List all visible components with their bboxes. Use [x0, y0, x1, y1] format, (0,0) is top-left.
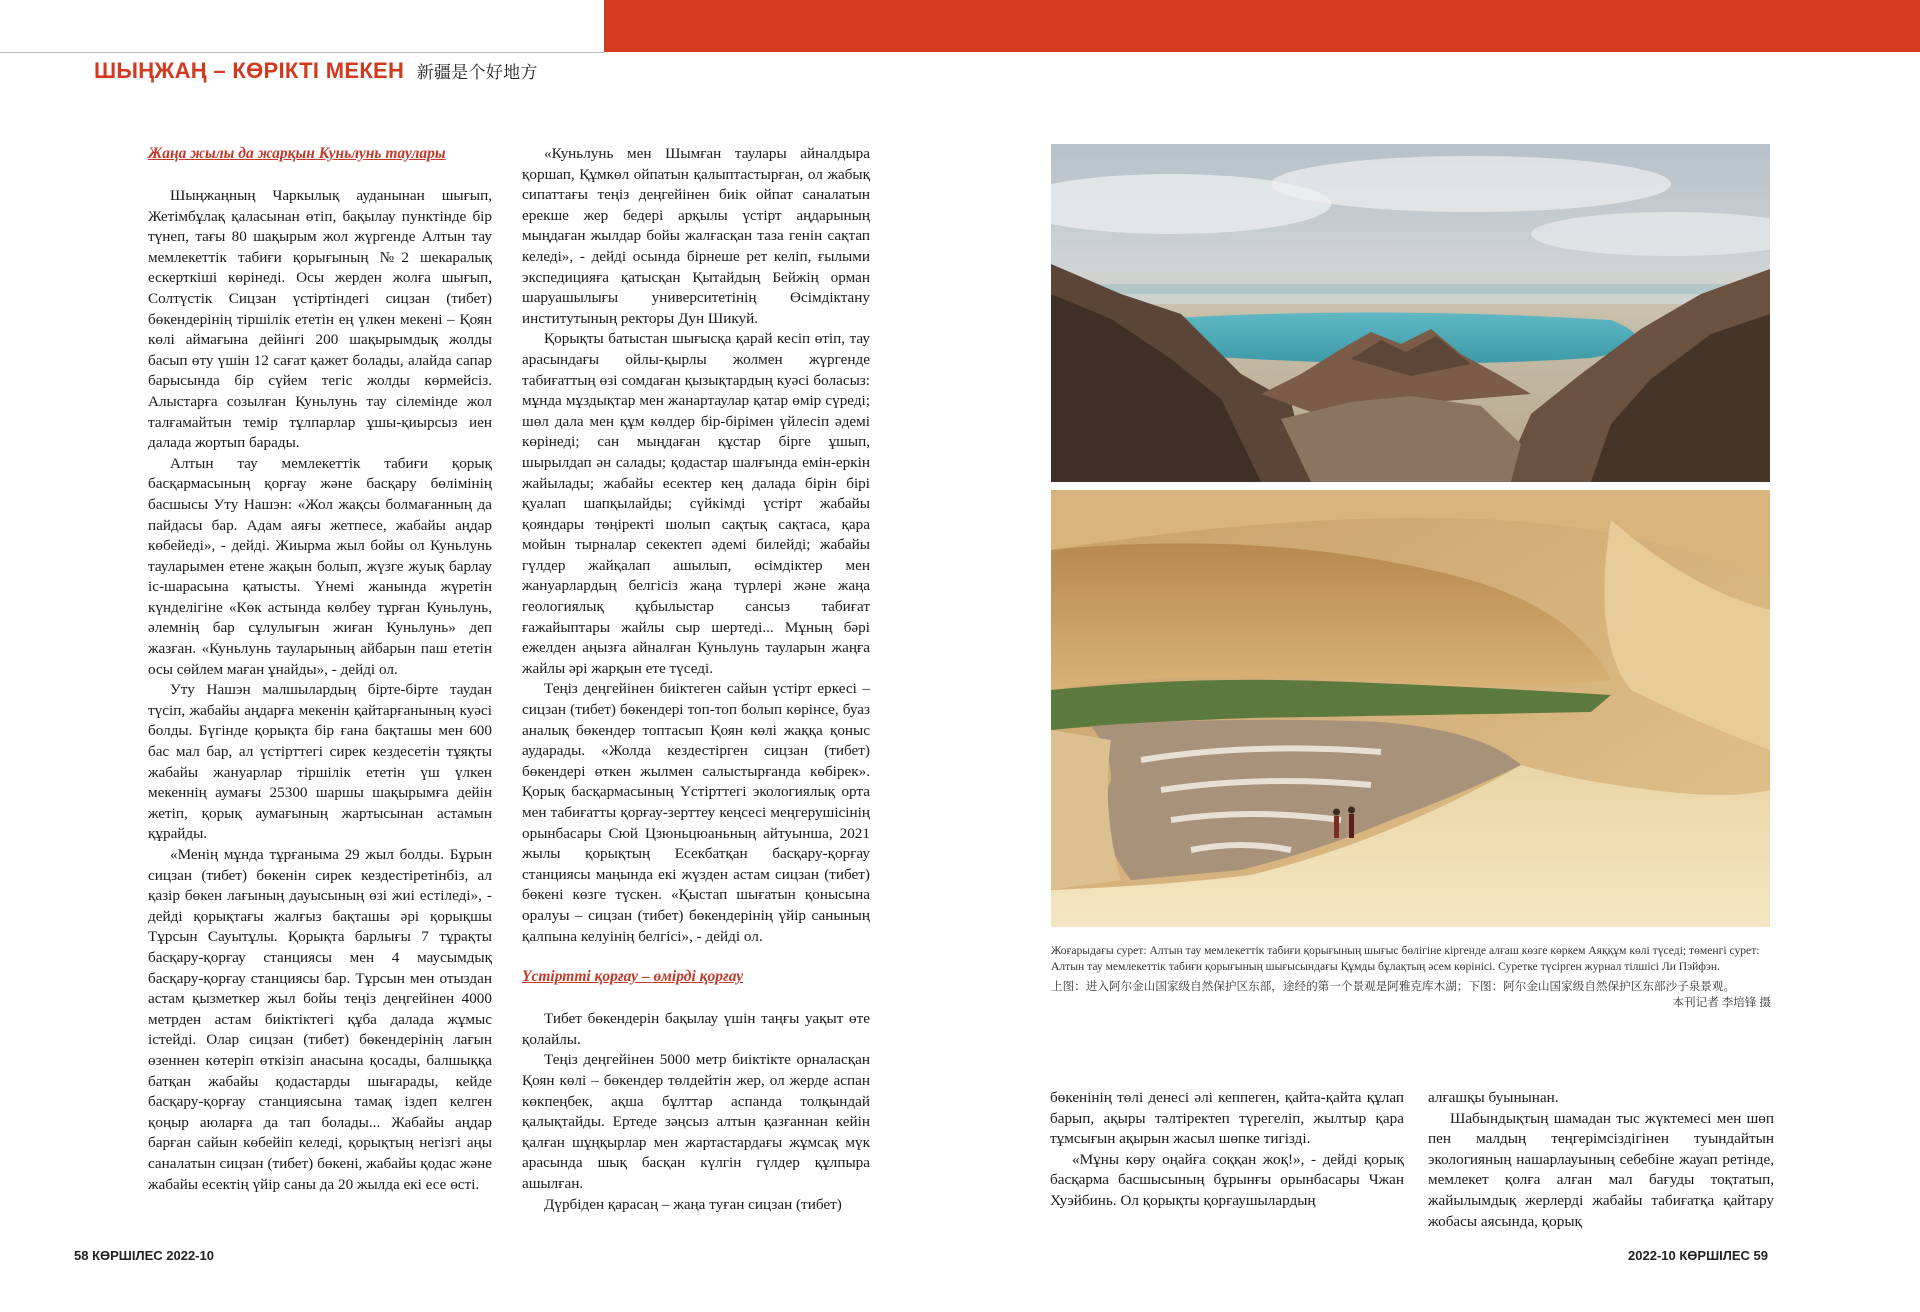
photo-caption — [1051, 943, 1771, 1011]
header-color-bar — [604, 0, 1920, 52]
paragraph: «Мұны көру оңайға соққан жоқ!», - дейді қорық басқарма басшысының бұрынғы орынбасары Чжан Хуэйбинь. Ол қорықты қорғаушылардың — [1050, 1150, 1404, 1209]
caption-credit: 本刊记者 李培锋 摄 — [1672, 996, 1771, 1009]
paragraph: Теңіз деңгейінен 5000 метр биіктікте орналасқан Қоян көлі – бөкендер төлдейтін жер, ол жерде аспан көкпеңбек, ақша бұлттар аспанда толқындай қалықтайды. Ертеде зәңсыз алтын қазғаннан кейін қалған шұңқырлар мен жартастардағы жұмсақ мүк арасында шық басқан күлгін гүлдер құлпыра ашылған. — [522, 1051, 870, 1192]
paragraph: «Куньлунь мен Шымған таулары айналдыра қоршап, Құмкөл ойпатын қалыптастырған, ол жабық сипаттағы теңіз деңгейінен биік ойпат саналатын ерекше жер бедері арқылы үстірт аңдарының мыңдаған жылдар бойы жалғасқан таза генін сақтап келеді», - дейді осында бірнеше рет келіп, ғылыми экспедицияға қатысқан Қытайдың Бейжің орман шаруашылығы университетінің Өсімдіктану институтының ректоры Дун Шикуй. — [522, 145, 870, 327]
section-title-cn: 新疆是个好地方 — [416, 63, 538, 82]
header-rule — [0, 52, 604, 53]
paragraph: Уту Нашэн малшылардың бірте-бірте таудан түсіп, жабайы аңдарға мекенін қайтарғанының куәсі болды. Бүгінде қорықта бір ғана бақташы мен 600 бас мал бар, ал үстірттегі сирек кездесетін тұяқты жабайы жануарлар тіршілік ететін үш үлкен мекеннің аумағы 25300 шаршы шақырымға дейін жетіп, қорық аумағының жартысынан астамын құрайды. — [148, 681, 492, 843]
dunes-landscape-illustration — [1051, 490, 1770, 927]
dunes-photo — [1051, 490, 1770, 927]
paragraph: «Менің мұнда тұрғаныма 29 жыл болды. Бұрын сицзан (тибет) бөкенін сирек кездестіретінбіз, ал қазір бөкен лағының дауысының өзі жиі естіледі», - дейді қорықтағы жалғыз бақташы әрі қорықшы Тұрсын Сауытұлы. Қорықта барлығы 7 тұрақты басқару-қорғау станциясы мен 4 маусымдық басқару-қорғау станциясы бар. Тұрсын мен отыздан астам қызметкер жыл бойы теңіз деңгейінен 4000 метрден астам биіктіктегі құба далада жұмыс істейді. Олар сицзан (тибет) бөкендерінің лағын өзеннен көтеріп өткізіп анасына қосады, балшыққа батқан жабайы қодастарды шығарады, кейде басқару-қорғау станциясына тамақ іздеп келген қоңыр аюларға да тап болады... Жабайы аңдар барған сайын көбейіп келеді, қорықтың негізгі аңы саналатын сицзан (тибет) бөкені, жабайы қодас және жабайы есектің үйір саны да 20 жылда екі есе өсті. — [148, 846, 492, 1193]
paragraph: Теңіз деңгейінен биіктеген сайын үстірт еркесі – сицзан (тибет) бөкендері топ-топ болып көрінсе, буаз аналық бөкендер топтасып Қоян көлі жаққа қоныс аударады. «Жолда кездестірген сицзан (тибет) бөкендері өткен жылмен салыстырғанда көбірек». Қорық басқармасының Үстірттегі экологиялық орта мен табиғатты қорғау-зерттеу кеңсесі меңгерушісінің орынбасары Сюй Цзюньцюаньның айтуынша, 2021 жылы қорықтың Есекбатқан басқару-қорғау станциясы маңында екі жүзден астам сицзан (тибет) бөкені көзге түскен. «Қыстап шығатын қонысына оралуы – сицзан (тибет) бөкендерінің үйір санының қалпына келуінің белгісі», - дейді ол. — [522, 680, 870, 945]
paragraph: бөкенінің төлі денесі әлі кеппеген, қайта-қайта құлап барып, ақыры тәлтіректеп түрегеліп, жылтыр қара тұмсығын ақырын жасыл шөпке тигізді. — [1050, 1089, 1404, 1148]
section-title — [94, 58, 538, 84]
page-footer-left: 58 КӨРШІЛЕС 2022-10 — [74, 1248, 214, 1263]
article-heading: Жаңа жылы да жарқын Куньлунь таулары — [148, 145, 446, 162]
caption-chinese: 上图：进入阿尔金山国家级自然保护区东部，途经的第一个景观是阿雅克库木湖；下图：阿尔金山国家级自然保护区东部沙子泉景观。 — [1051, 980, 1736, 993]
paragraph: Дүрбіден қарасаң – жаңа туған сицзан (тибет) — [544, 1195, 842, 1213]
section-title-kk: ШЫҢЖАҢ – КӨРІКТІ МЕКЕН — [94, 58, 405, 83]
paragraph: Тибет бөкендерін бақылау үшін таңғы уақыт өте қолайлы. — [522, 1010, 870, 1048]
lake-photo — [1051, 144, 1770, 482]
paragraph: Алтын тау мемлекеттік табиғи қорық басқармасының қорғау және басқару бөлімінің басшысы Уту Нашэн: «Жол жақсы болмағанның да пайдасы бар. Адам аяғы жетпесе, жабайы аңдар көбейеді», - дейді. Жиырма жыл бойы ол Куньлунь тауларымен етене жақын болып, жүзге жуық барлау іс-шарасына қатысты. Үнемі жанында жүретін күнделігіне «Көк астында көлбеу тұрған Куньлунь, әлемнің бар сұлулығын жиған Куньлунь» деп жазған. «Куньлунь тауларының айбарын паш ететін осы сөйлем маған ұнайды», - дейді ол. — [148, 454, 492, 678]
article-column-4 — [1428, 1088, 1774, 1232]
paragraph: алғашқы буынынан. — [1428, 1089, 1559, 1106]
article-subheading: Үстіртті қорғау – өмірді қорғау — [522, 968, 744, 986]
paragraph: Шыңжаңның Чаркылық ауданынан шығып, Жетімбұлақ қаласынан өтіп, бақылау пунктінде бір түнеп, тағы 80 шақырым жол жүргенде Алтын тау мемлекеттік табиғи қорығының №2 шекаралық ескерткіші көрінеді. Осы жерден жолға шығып, Солтүстік Сицзан үстіртіндегі сицзан (тибет) бөкендерінің тіршілік ететін ең үлкен мекені – Қоян көлі аймағына дейінгі 200 шақырымдық жолды басып өту үшін 12 сағат қажет болады, алайда сапар барысында бір сүйем тегіс жолды көрмейсіз. Алыстарға созылған Куньлунь тау сілемінде жол талғамайтын темір тұлпарлар ұшы-қиырсыз иен далада жортып барады. — [148, 187, 492, 452]
paragraph: Шабындықтың шамадан тыс жүктемесі мен шөп пен малдың теңгерімсіздігінен туындайтын экологияның нашарлауының себебіне жауап ретінде, мемлекет қолға алған мал бағуды тоқтатып, жайылымдық жерлерді жабайы табиғатқа қайтару жобасы аясында, қорық — [1428, 1109, 1774, 1230]
caption-kazakh: Жоғарыдағы сурет: Алтын тау мемлекеттік табиғи қорығының шығыс бөлігіне кіргенде алғаш көзге көркем Аяққұм көлі түседі; төменгі сурет: Алтын тау мемлекеттік табиғи қорығының шығысындағы Құмды бұлақтың әсем көрінісі. Суретке түсірген журнал тілшісі Ли Пэйфэн. — [1051, 944, 1760, 973]
article-column-3 — [1050, 1088, 1404, 1212]
paragraph: Қорықты батыстан шығысқа қарай кесіп өтіп, тау арасындағы ойлы-қырлы жолмен жүргенде табиғаттың өзі сомдаған қызықтардың куәсі боласыз: мұнда мұздықтар мен жанартаулар қатар өмір сүреді; шөл дала мен құм көлдер бір-бірімен үйлесіп әдемі көрінеді; сан мыңдаған құстар бірге ұшып, шырылдап ән салады; қодастар шалғында емін-еркін жайылады; жабайы есектер кең далада бірін бірі қуалап шапқылайды; сүйкімді үстірт жабайы қояндары төңіректі шолып сақтық сақтаса, қара мойын тырналар секектеп әдемі билейді; жабайы гүлдер жайқалап ашылып, өсімдіктер мен жануарлардың белгісіз жаңа түрлері және жаңа геологиялық құбылыстар сансыз табиғат ғажайыптары жайлы сыр шертеді... Мұның бәрі ежелден аңызға айналған Куньлунь тауларын жаңға жайлы әрі жарқын ете түседі. — [522, 330, 870, 677]
page-footer-right: 2022-10 КӨРШІЛЕС 59 — [1628, 1248, 1768, 1263]
article-column-2 — [522, 144, 870, 1215]
article-column-1 — [148, 144, 492, 1195]
lake-landscape-illustration — [1051, 144, 1770, 482]
